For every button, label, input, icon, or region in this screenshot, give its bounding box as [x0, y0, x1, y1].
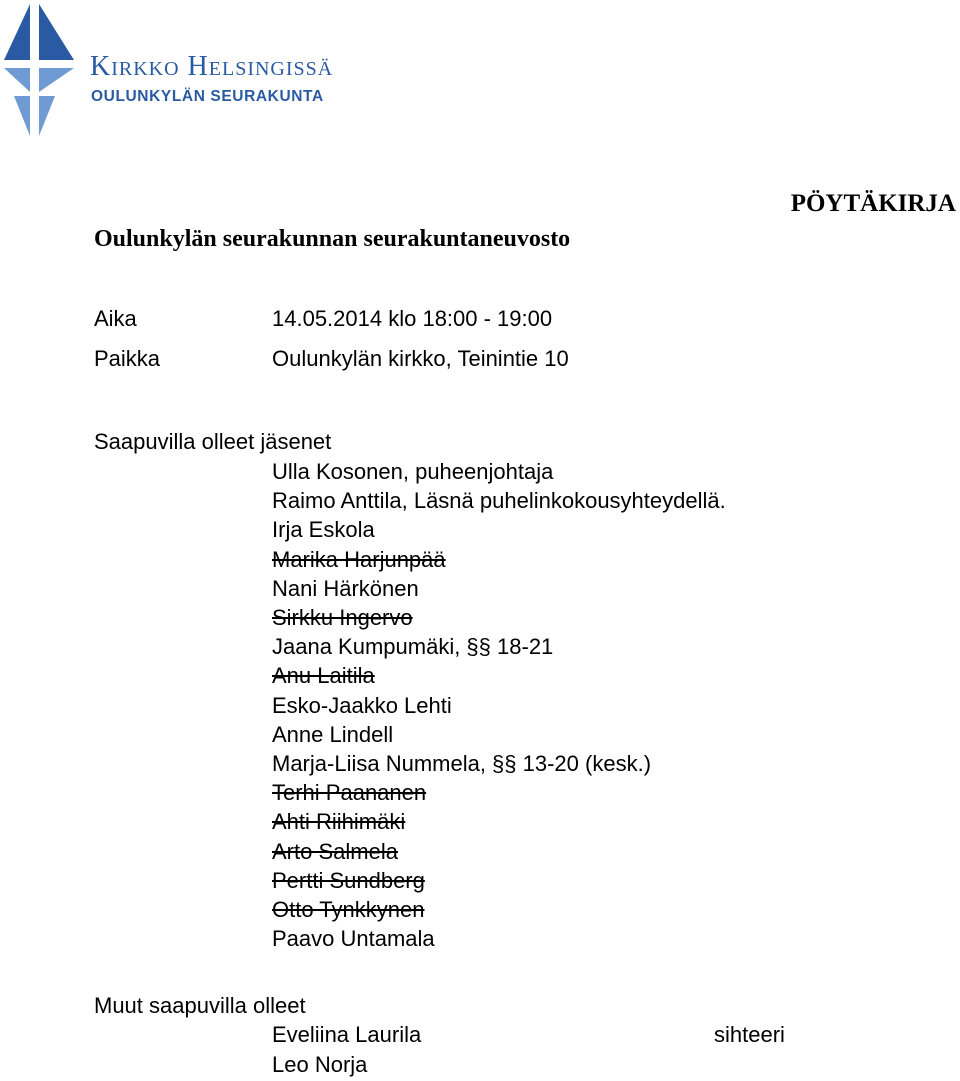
- church-cross-logo: [0, 0, 80, 140]
- member-item: Marja-Liisa Nummela, §§ 13-20 (kesk.): [272, 751, 652, 777]
- member-item: Ulla Kosonen, puheenjohtaja: [272, 459, 554, 484]
- member-item-absent: Sirkku Ingervo: [272, 605, 413, 631]
- time-label: Aika: [94, 306, 137, 331]
- others-list: [272, 1020, 421, 1079]
- place-label: Paikka: [94, 346, 161, 371]
- member-item-absent: Terhi Paananen: [272, 780, 427, 806]
- member-item-absent: Arto Salmela: [272, 838, 398, 864]
- time-value: 14.05.2014 klo 18:00 - 19:00: [272, 306, 553, 331]
- member-item: Esko-Jaakko Lehti: [272, 692, 452, 718]
- member-item: Raimo Anttila, Läsnä puhelinkokousyhteydellä.: [272, 488, 726, 514]
- document-type: PÖYTÄKIRJA: [790, 190, 956, 217]
- member-item: Nani Härkönen: [272, 575, 419, 601]
- parish-name: OULUNKYLÄN SEURAKUNTA: [91, 88, 324, 105]
- organization-name: Kirkko Helsingissä: [90, 51, 334, 82]
- members-heading: Saapuvilla olleet jäsenet: [94, 429, 332, 454]
- member-item-absent: Anu Laitila: [272, 663, 375, 689]
- member-item: Anne Lindell: [272, 721, 394, 747]
- others-heading: Muut saapuvilla olleet: [94, 993, 306, 1018]
- member-item-absent: Otto Tynkkynen: [272, 897, 425, 923]
- members-list: [272, 457, 726, 953]
- member-item-absent: Marika Harjunpää: [272, 546, 446, 572]
- member-item-absent: Pertti Sundberg: [272, 867, 425, 893]
- member-item: Jaana Kumpumäki, §§ 18-21: [272, 634, 554, 660]
- member-item: Irja Eskola: [272, 517, 375, 543]
- document-title: Oulunkylän seurakunnan seurakuntaneuvosto: [94, 226, 571, 252]
- member-item: Paavo Untamala: [272, 926, 435, 952]
- guest-item: Eveliina Laurila: [272, 1022, 422, 1047]
- guest-role: sihteeri: [714, 1022, 785, 1047]
- guest-item: Leo Norja: [272, 1051, 368, 1077]
- member-item-absent: Ahti Riihimäki: [272, 809, 406, 835]
- place-value: Oulunkylän kirkko, Teinintie 10: [272, 346, 569, 371]
